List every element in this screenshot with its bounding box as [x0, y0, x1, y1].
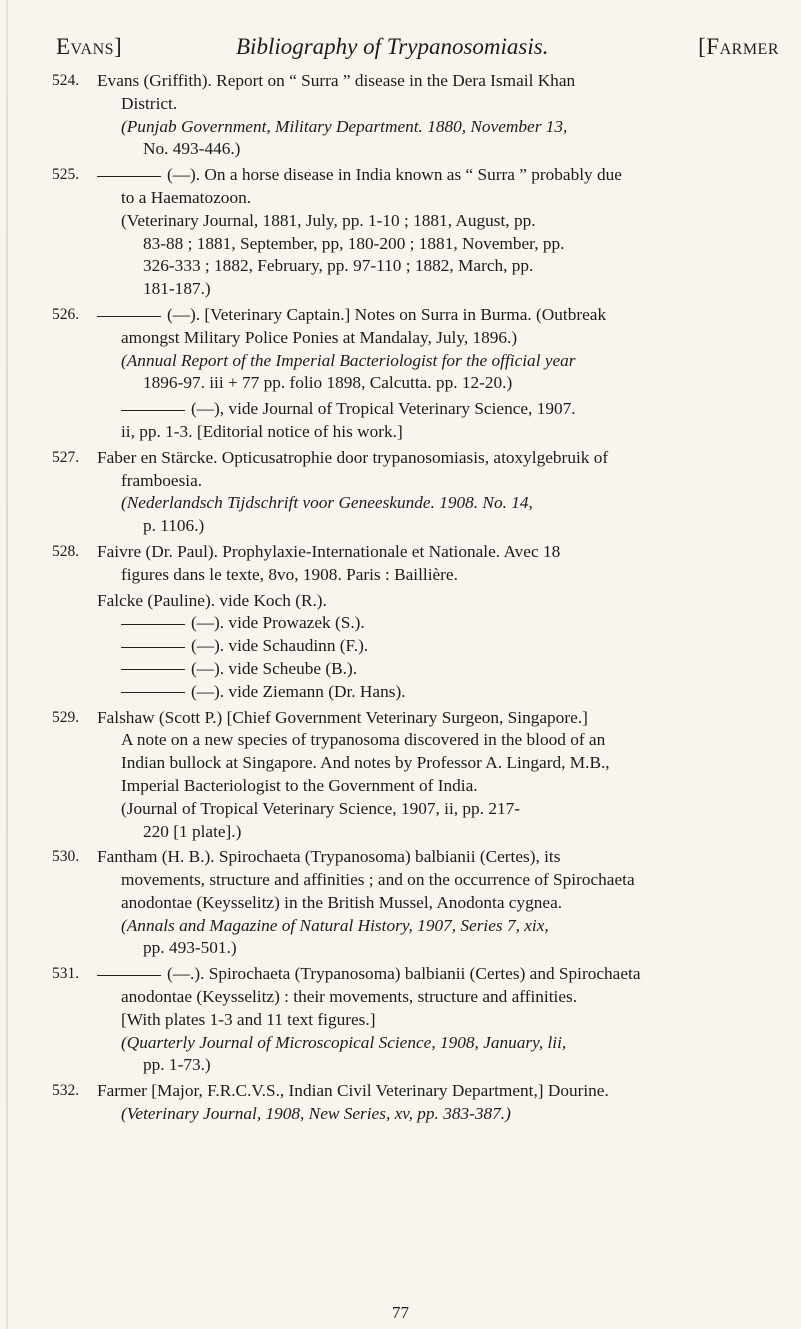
entry-citation: 83-88 ; 1881, September, pp, 180-200 ; 1881, November, pp.	[143, 233, 565, 253]
bibliography-list	[52, 70, 764, 1129]
entry-citation: (Journal of Tropical Veterinary Science, 1907, ii, pp. 217-	[121, 798, 520, 818]
ditto-dash	[121, 624, 185, 625]
entry-line: Falcke (Pauline). vide Koch (R.).	[97, 590, 327, 610]
entry-citation: (Annual Report of the Imperial Bacteriologist for the official year	[121, 350, 576, 370]
entry-number: 531.	[52, 965, 80, 983]
running-header	[56, 34, 779, 66]
entry-line: Indian bullock at Singapore. And notes by Professor A. Lingard, M.B.,	[121, 753, 610, 773]
entry-line: District.	[121, 93, 178, 113]
entry-line: amongst Military Police Ponies at Mandalay, July, 1896.)	[121, 327, 518, 347]
ditto-dash	[97, 316, 161, 317]
entry-number: 526.	[52, 305, 80, 323]
entry-number: 525.	[52, 166, 80, 184]
entry-citation: (Veterinary Journal, 1881, July, pp. 1-10 ; 1881, August, pp.	[121, 210, 536, 230]
header-author: Evans]	[56, 34, 123, 59]
entry-line: anodontae (Keysselitz) : their movements, structure and affinities.	[121, 987, 578, 1007]
ditto-dash	[97, 975, 161, 976]
entry-line: (—). [Veterinary Captain.] Notes on Surra in Burma. (Outbreak	[167, 304, 607, 324]
entry-citation: (Punjab Government, Military Department. 1880, November 13,	[121, 116, 568, 136]
entry-number: 532.	[52, 1082, 80, 1100]
entry-citation: No. 493-446.)	[143, 139, 241, 159]
entry-527	[52, 447, 764, 538]
entry-citation: p. 1106.)	[143, 516, 205, 536]
entry-number: 528.	[52, 542, 80, 560]
entry-citation: pp. 1-73.)	[143, 1055, 211, 1075]
entry-citation: 326-333 ; 1882, February, pp. 97-110 ; 1882, March, pp.	[143, 256, 534, 276]
entry-528	[52, 541, 764, 587]
entry-number: 529.	[52, 708, 80, 726]
entry-line: ii, pp. 1-3. [Editorial notice of his work.]	[121, 421, 403, 441]
entry-525	[52, 164, 764, 301]
entry-line: Faivre (Dr. Paul). Prophylaxie-Internationale et Nationale. Avec 18	[97, 541, 561, 561]
entry-531	[52, 963, 764, 1077]
entry-citation: pp. 493-501.)	[143, 938, 237, 958]
entry-line: Imperial Bacteriologist to the Government of India.	[121, 775, 478, 795]
entry-citation: (Nederlandsch Tijdschrift voor Geneeskunde. 1908. No. 14,	[121, 493, 533, 513]
entry-529	[52, 707, 764, 844]
entry-number: 527.	[52, 448, 80, 466]
entry-line: [With plates 1-3 and 11 text figures.]	[121, 1009, 376, 1029]
entry-number: 524.	[52, 72, 80, 89]
ditto-dash	[121, 647, 185, 648]
entry-citation: (Veterinary Journal, 1908, New Series, xv, pp. 383-387.)	[121, 1104, 511, 1124]
ditto-dash	[121, 410, 185, 411]
entry-line: (—). vide Scheube (B.).	[191, 658, 358, 678]
entry-citation: (Annals and Magazine of Natural History, 1907, Series 7, xix,	[121, 915, 549, 935]
entry-line: Evans (Griffith). Report on “ Surra ” disease in the Dera Ismail Khan	[97, 71, 576, 90]
entry-530	[52, 846, 764, 960]
entry-524	[52, 70, 764, 161]
ditto-dash	[121, 669, 185, 670]
entry-line: (—). On a horse disease in India known as “ Surra ” probably due	[167, 165, 622, 185]
entry-line: framboesia.	[121, 470, 203, 490]
ditto-dash	[97, 176, 161, 177]
entry-line: anodontae (Keysselitz) in the British Mussel, Anodonta cygnea.	[121, 892, 563, 912]
entry-line: Fantham (H. B.). Spirochaeta (Trypanosoma) balbianii (Certes), its	[97, 847, 561, 867]
entry-line: movements, structure and affinities ; and on the occurrence of Spirochaeta	[121, 870, 635, 890]
entry-citation: 220 [1 plate].)	[143, 821, 242, 841]
entry-line: (—). vide Schaudinn (F.).	[191, 636, 369, 656]
ditto-dash	[121, 692, 185, 693]
page-gutter-shadow	[6, 0, 8, 1329]
entry-citation: 181-187.)	[143, 279, 211, 299]
header-title: Bibliography of Trypanosomiasis.	[236, 34, 549, 59]
entry-532	[52, 1080, 764, 1126]
entry-citation: (Quarterly Journal of Microscopical Science, 1908, January, lii,	[121, 1032, 567, 1052]
header-author-range: [Farmer	[698, 34, 779, 59]
page-number: 77	[392, 1303, 409, 1322]
entry-line: Falshaw (Scott P.) [Chief Government Veterinary Surgeon, Singapore.]	[97, 707, 588, 727]
entry-line: (—), vide Journal of Tropical Veterinary Science, 1907.	[191, 399, 576, 419]
entry-line: Faber en Stärcke. Opticusatrophie door trypanosomiasis, atoxylgebruik of	[97, 447, 609, 467]
entry-526-vide	[52, 398, 764, 444]
entry-falcke	[52, 590, 764, 704]
entry-line: to a Haematozoon.	[121, 187, 252, 207]
entry-number: 530.	[52, 848, 80, 866]
entry-526	[52, 304, 764, 395]
entry-line: A note on a new species of trypanosoma discovered in the blood of an	[121, 730, 606, 750]
entry-line: (—.). Spirochaeta (Trypanosoma) balbianii (Certes) and Spirochaeta	[167, 964, 641, 984]
entry-line: (—). vide Prowazek (S.).	[191, 613, 365, 633]
entry-line: (—). vide Ziemann (Dr. Hans).	[191, 681, 406, 701]
entry-citation: 1896-97. iii + 77 pp. folio 1898, Calcutta. pp. 12-20.)	[143, 373, 513, 393]
entry-line: Farmer [Major, F.R.C.V.S., Indian Civil Veterinary Department,] Dourine.	[97, 1081, 609, 1101]
entry-line: figures dans le texte, 8vo, 1908. Paris : Baillière.	[121, 564, 458, 584]
